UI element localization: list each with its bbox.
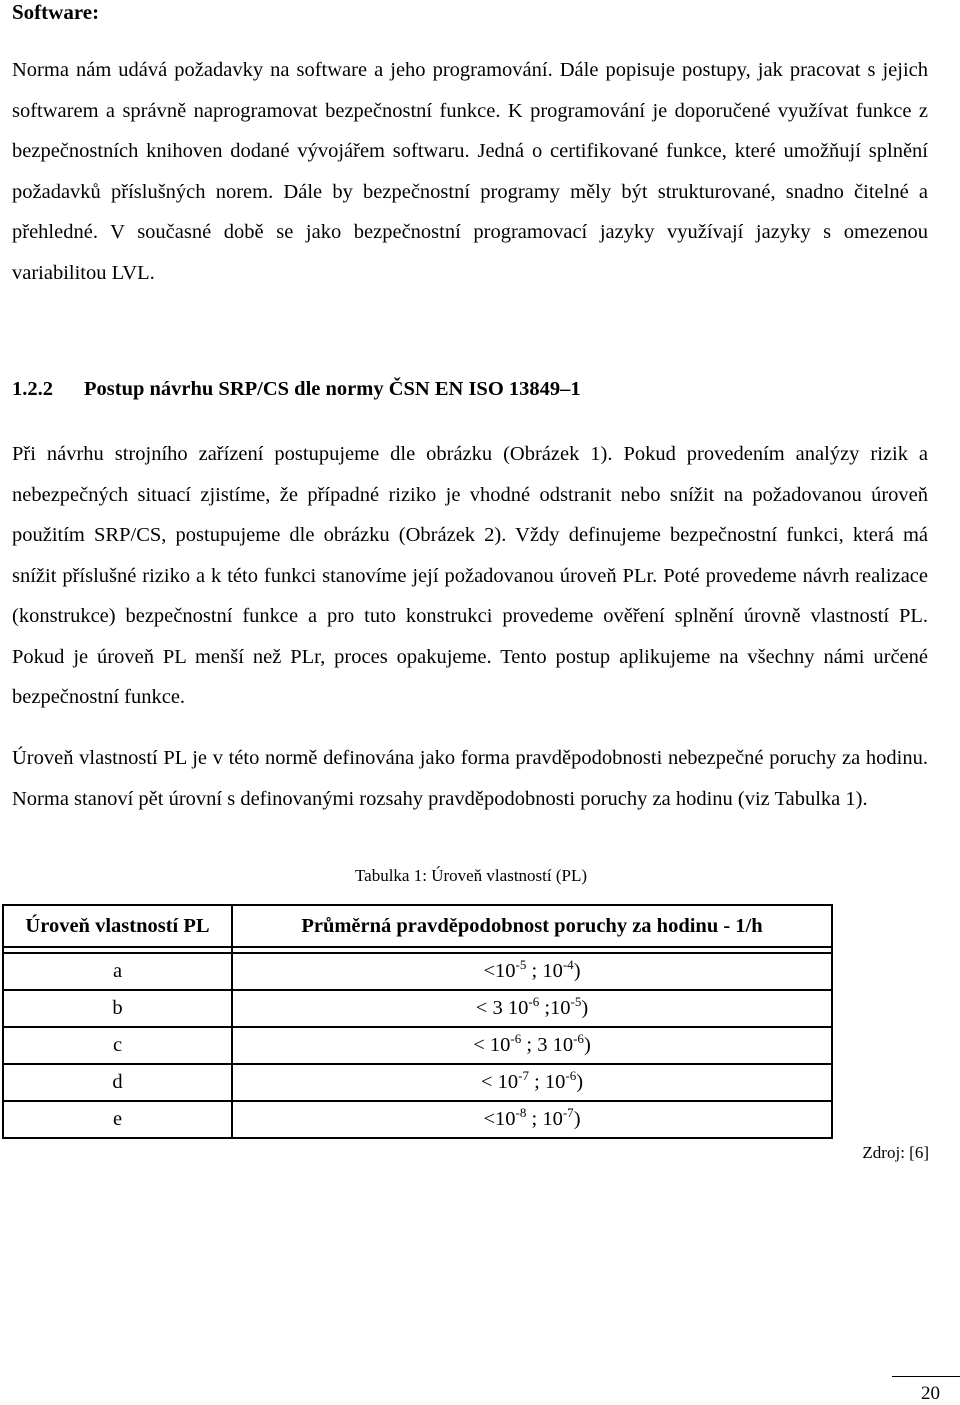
exponent: -7 [518,1068,529,1084]
pl-level-cell: c [3,1027,232,1064]
probability-range-cell [232,953,832,990]
table-row [3,1027,832,1064]
design-procedure-paragraph: Při návrhu strojního zařízení postupujeme dle obrázku (Obrázek 1). Pokud provedením analýzy rizik a nebezpečných situací zjistíme, že případné riziko je vhodné odstranit nebo snížit na požadovanou úroveň použitím SRP/CS, postupujeme dle obrázku (Obrázek 2). Vždy definujeme bezpečnostní funkci, která má snížit příslušné riziko a k této funkci stanovíme její požadovanou úroveň PLr. Poté provedeme návrh realizace (konstrukce) bezpečnostní funkce a pro tuto konstrukci provedeme ověření splnění úrovně vlastností PL. Pokud je úroveň PL menší než PLr, proces opakujeme. Tento postup aplikujeme na všechny námi určené bezpečnostní funkce. [12,443,928,708]
pl-level-cell: b [3,990,232,1027]
table-source: Zdroj: [6] [862,1143,929,1162]
pl-table [2,904,833,1139]
section-title [12,378,581,401]
footer-divider [892,1376,960,1377]
table-body [3,947,832,1138]
probability-range-cell [232,990,832,1027]
range-text: < 3 10 [475,997,529,1019]
probability-range-cell [232,1101,832,1138]
range-text: ) [581,997,589,1019]
pl-level-cell: e [3,1101,232,1138]
range-text: ) [576,1071,584,1093]
exponent: -5 [570,994,582,1010]
pl-level-cell: d [3,1064,232,1101]
exponent: -5 [515,957,527,973]
section-number: 1.2.2 [12,378,53,400]
table-row [3,953,832,990]
table-header-row [3,905,832,947]
range-text: ) [583,1034,591,1056]
range-text: ) [573,960,581,982]
range-text: <10 [483,960,516,982]
software-paragraph: Norma nám udává požadavky na software a jeho programování. Dále popisuje postupy, jak pracovat s jejich softwarem a správně naprogramovat bezpečnostní funkce. K programování je doporučené využívat funkce z bezpečnostních knihoven dodané vývojářem softwaru. Jedná o certifikované funkce, které umožňují splnění požadavků příslušných norem. Dále by bezpečnostní programy měly být strukturované, snadno čitelné a přehledné. V současné době se jako bezpečnostní programovací jazyky využívají jazyky s omezenou variabilitou LVL. [12,59,928,284]
header-probability: Průměrná pravděpodobnost poruchy za hodinu - 1/h [232,905,832,947]
table-row [3,1064,832,1101]
table-caption: Tabulka 1: Úroveň vlastností (PL) [354,866,588,885]
pl-level-cell: a [3,953,232,990]
range-text: ; 3 10 [521,1034,574,1056]
range-text: ; 10 [526,1108,563,1130]
probability-range-cell [232,1027,832,1064]
range-text: < 10 [480,1071,519,1093]
range-text: ; 10 [528,1071,566,1093]
software-heading: Software: [12,0,100,24]
page-number: 20 [921,1383,940,1404]
exponent: -6 [573,1031,584,1047]
probability-range-cell [232,1064,832,1101]
range-text: < 10 [473,1034,511,1056]
exponent: -7 [562,1105,574,1121]
range-text: ) [573,1108,581,1130]
exponent: -6 [528,994,540,1010]
exponent: -8 [515,1105,527,1121]
pl-definition-paragraph: Úroveň vlastností PL je v této normě definována jako forma pravděpodobnosti nebezpečné poruchy za hodinu. Norma stanoví pět úrovní s definovanými rozsahy pravděpodobnosti poruchy za hodinu (viz Tabulka 1). [12,747,928,810]
header-level: Úroveň vlastností PL [3,905,232,947]
range-text: ;10 [539,997,571,1019]
table-row [3,1101,832,1138]
exponent: -6 [510,1031,522,1047]
table-row [3,990,832,1027]
exponent: -4 [562,957,574,973]
range-text: <10 [483,1108,516,1130]
exponent: -6 [565,1068,577,1084]
section-title-text: Postup návrhu SRP/CS dle normy ČSN EN ISO 13849–1 [84,378,581,400]
range-text: ; 10 [526,960,563,982]
